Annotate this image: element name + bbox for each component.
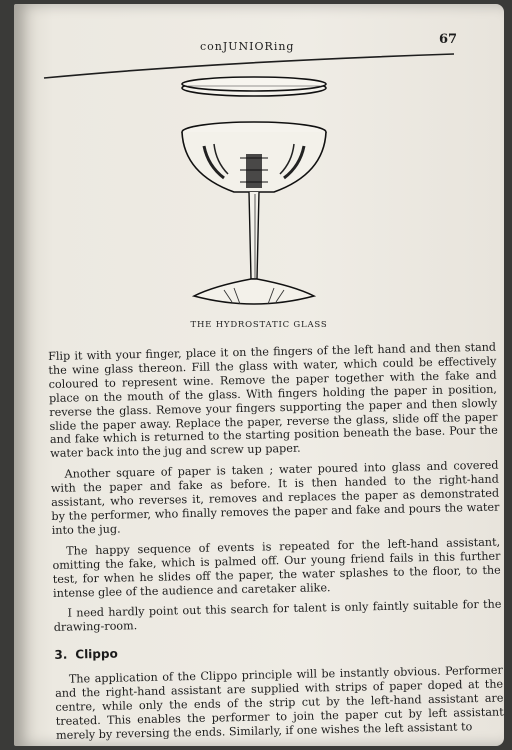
hydrostatic-glass-illustration — [154, 74, 354, 324]
book-page — [14, 4, 504, 746]
paragraph: Flip it with your finger, place it on the fingers of the left hand and then stand the wine glass thereon. Fill the glass with water, which could be effectively coloured to represent wine. Remove the paper together with the fake and place on the mouth of the glass. With fingers holding the paper in position, reverse the glass. Remove your fingers supporting the paper and then slowly slide the paper away. Replace the paper, reverse the glass, slide off the paper and fake which is returned to the starting position beneath the base. Pour the water back into the jug and screw up paper. — [48, 340, 498, 461]
section-title: Clippo — [75, 646, 118, 662]
paragraph: Another square of paper is taken ; water poured into glass and covered with the paper and fake as before. It is then handed to the right-hand assistant, who reverses it, removes and replaces the paper as demonstrated by the performer, who finally removes the paper and fake and pours the water into the jug. — [50, 458, 500, 537]
body-text — [48, 341, 504, 746]
paragraph: I need hardly point out this search for talent is only faintly suitable for the drawing-room. — [53, 597, 502, 635]
page-number: 67 — [439, 32, 458, 47]
figure-caption: THE HYDROSTATIC GLASS — [190, 320, 328, 330]
section-heading — [54, 640, 502, 663]
running-title: conJUNIORing — [200, 40, 295, 53]
section-number: 3. — [54, 647, 68, 663]
paragraph: The happy sequence of events is repeated for the left-hand assistant, omitting the fake, which is palmed off. Our young friend fails in this further test, for when he slides off the paper, the water splashes to the floor, to the intense glee of the audience and caretaker alike. — [52, 535, 501, 600]
paragraph: The application of the Clippo principle will be instantly obvious. Performer and the right-hand assistant are supplied with strips of paper doped at the centre, while only the ends of the strip cut by the left-hand assistant are treated. This enables the performer to join the paper cut by left assistant merely by reversing the ends. Similarly, if one wishes the left assistant to — [55, 663, 504, 742]
